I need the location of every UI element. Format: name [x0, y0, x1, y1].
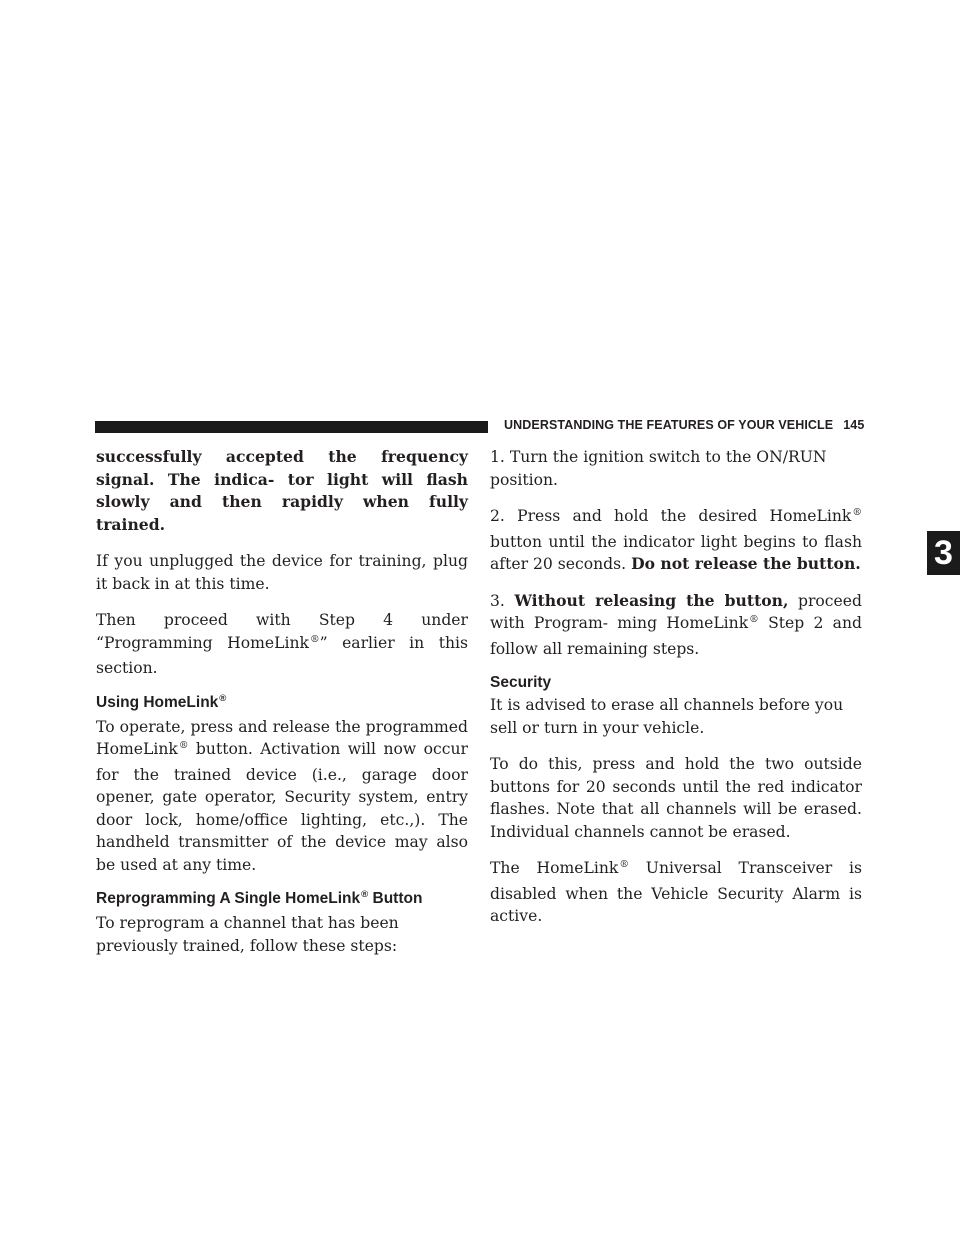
step-2-text-cont: button until the indicator light begins to flash after 20 seconds.: [490, 532, 862, 573]
unplugged-paragraph: If you unplugged the device for training, plug it back in at this time.: [96, 552, 468, 593]
running-header: [504, 418, 864, 432]
left-column: [96, 446, 468, 971]
step-1: 1. Turn the ignition switch to the ON/RUN position.: [490, 448, 827, 489]
intro-paragraph: [96, 446, 468, 536]
registered-mark: ®: [219, 692, 227, 704]
step-3-bold: Without releasing the button,: [514, 590, 789, 610]
step-2: [490, 505, 862, 576]
step-3-number: 3.: [490, 591, 515, 610]
reprogramming-heading: [96, 890, 468, 910]
using-homelink-heading: [96, 694, 468, 714]
step-3-text-end: Step 2 and follow all remaining steps.: [490, 614, 862, 658]
registered-mark: ®: [178, 740, 189, 751]
registered-mark: ®: [309, 633, 320, 645]
step-2-bold: Do not release the button.: [631, 554, 861, 573]
proceed-text: Then proceed with Step 4 under “Programming HomeLink: [96, 611, 468, 652]
chapter-tab: 3: [927, 531, 960, 575]
reprogram-paragraph: To reprogram a channel that has been previously trained, follow these steps:: [96, 914, 399, 955]
step-2-text: 2. Press and hold the desired HomeLink: [490, 507, 852, 525]
disabled-paragraph: [490, 857, 862, 928]
registered-mark: ®: [749, 614, 759, 625]
registered-mark: ®: [361, 889, 369, 900]
operate-text: To operate, press and release the programmed HomeLink: [96, 717, 468, 758]
operate-paragraph: [96, 716, 468, 877]
heading-text: Reprogramming A Single HomeLink: [96, 890, 361, 907]
erase-paragraph: It is advised to erase all channels before you sell or turn in your vehicle.: [490, 696, 844, 737]
proceed-paragraph: [96, 609, 468, 680]
step-3: [490, 590, 862, 661]
operate-text-end: button. Activation will now occur for the trained device (i.e., garage door opener, gate operator, Security system, entry door lock, home/office lighting, etc.,). The handheld transmitter of the device may also be used at any time.: [96, 740, 468, 874]
heading-text-end: Button: [368, 890, 423, 907]
heading-text: Using HomeLink: [96, 693, 219, 711]
security-heading: Security: [490, 674, 552, 691]
right-column: [490, 446, 862, 942]
disabled-text-end: Universal Transceiver is disabled when the Vehicle Security Alarm is active.: [490, 859, 863, 925]
todo-paragraph: To do this, press and hold the two outside buttons for 20 seconds until the red indicator flashes. Note that all channels will be erased. Individual channels cannot be erased.: [490, 755, 862, 841]
disabled-text: The HomeLink: [490, 859, 619, 877]
page-number: 145: [843, 418, 865, 432]
section-title: UNDERSTANDING THE FEATURES OF YOUR VEHICLE: [504, 418, 834, 432]
header-rule: [95, 421, 488, 433]
intro-bold-text: successfully accepted the frequency signal. The indica- tor light will flash slowly and then rapidly when fully trained.: [96, 447, 468, 534]
registered-mark: ®: [619, 859, 629, 870]
step-3-text: proceed with Program- ming HomeLink: [490, 591, 862, 632]
proceed-text-end: ” earlier in this section.: [96, 633, 468, 677]
registered-mark: ®: [852, 507, 862, 518]
